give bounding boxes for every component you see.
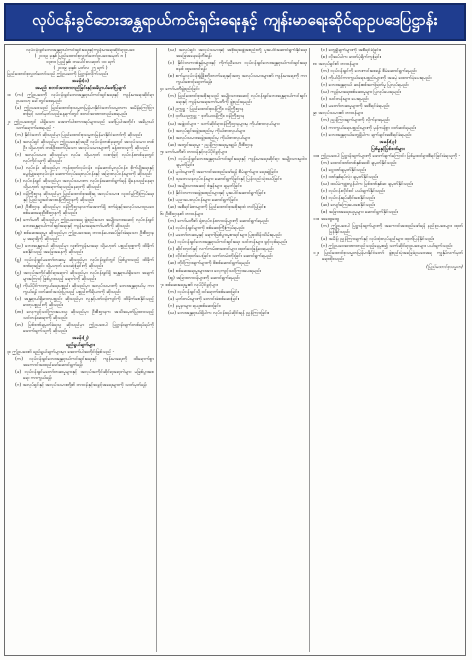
section-paragraph: (ဃ) လုပ်ငန်း ဆိုသည်မှာ ကုန်ထုတ်လုပ်ငန်း၊ ဝန်ဆောင်မှုလုပ်ငန်း၊ စိုက်ပျိုးရေးနှင့် မွေးမြူရေးလုပ်ငန်း၊ ဆောက်လုပ်ရေးလုပ်ငန်းနှင့် အခြားလုပ်ငန်းများကို ဆိုသည်။ [15, 165, 154, 177]
section-paragraph: (ဂ) ဘေးအန္တရာယ် ဆန်းစစ်အကဲဖြတ်မှု ပြုလုပ်ရမည်။ [321, 83, 409, 89]
chapter-heading: အခန်း(၃) [379, 139, 397, 145]
section-paragraph: ၃။ ဤဥပဒေ၏ ရည်ရွယ်ချက်များမှာ အောက်ပါအတိုင်းဖြစ်သည် - [7, 350, 115, 356]
section-paragraph: (က) ထောင်ဒဏ်တစ်နှစ်အထိ ချမှတ်နိုင်သည်။ [321, 160, 397, 166]
section-paragraph: (စ) လိုင်စင်ထုတ်ပေးခြင်း၊ သက်တမ်းတိုးခြင်း ဆောင်ရွက်ရမည်။ [168, 254, 273, 260]
section-paragraph: (တ) ပြစ်ဒဏ်ချမှတ်ခံရသူ ဆိုသည်မှာ ဤဥပဒေပါ ပြဋ္ဌာန်းချက်တစ်ရပ်ရပ်ကို ဖောက်ဖျက်သူကို ဆိုသည်။ [15, 322, 154, 335]
section-paragraph: (င) နိုင်ငံတကာစံနှုန်းများနှင့် ကိုက်ညီသော လုပ်ငန်းခွင်ဘေးအန္တရာယ်ကင်းရှင်းရေးစနစ် ထူထောင်ရန်၊ [168, 61, 307, 73]
section-paragraph: (င) တွေ့ရှိချက်များကို အစီရင်ခံခြင်း။ [321, 48, 382, 53]
section-paragraph: (ဌ) အလုပ်အကိုင်ဆိုင်ရာရောဂါ ဆိုသည်မှာ လုပ်ငန်းခွင်ရှိ အန္တရာယ်ရှိသော အချက်များကြောင့် ဖြစ်ပွားသည့် ရောဂါကို ဆိုသည်။ [15, 270, 154, 282]
section-paragraph: (ဃ) အမျိုးသားအဆင့် စံနှုန်းများ ချမှတ်ခြင်း၊ [168, 183, 242, 189]
section-paragraph: (ဂ) ဒဏ်နှစ်ရပ်လုံး ချမှတ်နိုင်သည်။ [321, 174, 379, 180]
section-paragraph: (စ) မတော်တဆမှုများကို အစီရင်ခံရမည်။ [321, 104, 390, 110]
section-paragraph: (က) လုပ်ငန်းခွင်ကို ဘေးကင်းစေရန် စီမံဆောင်ရွက်ရမည်။ [321, 69, 417, 75]
section-paragraph: (စ) လုပ်ငန်းရပ်ဆိုင်းစေနိုင်သည်။ [321, 195, 376, 201]
section-paragraph: ၇။ စစ်ဆေးရေးမှူး၏ လုပ်ပိုင်ခွင့်များ [160, 282, 218, 288]
section-paragraph: ၁၁။ အထွေထွေ [313, 217, 340, 223]
date-line-2: ( ၂၀၁၉ ခုနှစ်၊ မတ်လ ၂၅ ရက် ) [53, 66, 108, 72]
section-paragraph: (င) လုပ်ငန်းခွင် ဆိုသည်မှာ အလုပ်သမားက လုပ်ငန်းဆောင်ရွက်ရန် ရှိနေသည့်နေရာ သို့မဟုတ် သွားရောက်ရသည့်နေရာကို ဆိုသည်။ [15, 178, 154, 190]
section-paragraph: (ဋ) လုပ်ငန်းခွင်မတော်တဆမှု ဆိုသည်မှာ လုပ်ငန်းခွင်တွင် ဖြစ်ပွားသည့် ထိခိုက်ဒဏ်ရာရခြင်း သို့မဟုတ် သေဆုံးခြင်းကို ဆိုသည်။ [15, 257, 154, 269]
section-paragraph: ၈။ အလုပ်ရှင်၏ တာဝန်များ [313, 62, 359, 68]
section-paragraph: (င) နိုင်ငံတကာအဖွဲ့အစည်းများနှင့် ပူးပေါင်းဆောင်ရွက်ခြင်း၊ [168, 190, 266, 196]
section-paragraph: ၅။ ကော်မတီ၏ တာဝန်နှင့်လုပ်ပိုင်ခွင့်များ [160, 149, 227, 155]
section-paragraph: (စ) ပညာပေးလုပ်ငန်းများ ဆောင်ရွက်ခြင်း၊ [168, 198, 238, 204]
section-paragraph: (စ) လိုအပ်ပါက ဓာတ်ပုံရိုက်ကူးခြင်း၊ [321, 55, 382, 61]
section-paragraph: (ခ) လုပ်ငန်းခွင်မတော်တဆမှုများနှင့် အလုပ်အကိုင်ဆိုင်ရာရောဂါများ မဖြစ်ပွားစေရေး ကာကွယ်ရန်၊ [15, 370, 154, 382]
column-divider-1 [156, 48, 157, 652]
section-paragraph: (ဆ) ဦးစီးဌာန ဆိုသည်မှာ ဝန်ကြီးဌာနလက်အောက်ရှိ စက်ရုံနှင့်အလုပ်သမားဥပဒေစစ်ဆေးရေးဦးစီးဌာနကို ဆိုသည်။ [15, 205, 154, 217]
section-paragraph: ၄။ ကော်မတီဖွဲ့စည်းခြင်း [160, 87, 200, 93]
section-paragraph: (ဃ) အဖွဲ့ဝင်များ - သက်ဆိုင်ရာဝန်ကြီးဌာနများမှ ကိုယ်စားလှယ်များ [168, 121, 280, 127]
section-list [7, 350, 154, 389]
section-paragraph: (ခ) ကာကွယ်ရေးပစ္စည်းများကို မှန်ကန်စွာ ဝတ်ဆင်ရမည်။ [321, 125, 417, 131]
issuer-line: လုပ်ငန်းခွင်ဘေးအန္တရာယ်ကင်းရှင်းရေးနှင့်ကျန်းမာရေးဆိုင်ရာဥပဒေ [26, 48, 135, 53]
section-paragraph: (က) ကော်မတီ၏ ရုံးလုပ်ငန်းတာဝန်များကို ဆောင်ရွက်ရမည်။ [168, 219, 269, 225]
chapter-heading: အခန်း(၂) [72, 336, 89, 342]
section-paragraph: (ည) ဘေးအန္တရာယ် ဆိုသည်မှာ လူ၏ကျန်းမာရေး သို့မဟုတ် ပစ္စည်းဥစ္စာကို ထိခိုက်စေနိုင်သည့် အခြေအနေကို ဆိုသည်။ [15, 244, 154, 256]
section-paragraph: (ဃ) လုပ်ငန်းခွင်ဘေးအန္တရာယ်ကင်းရှင်းရေး သင်တန်းများ ဖွင့်လှစ်ရမည်။ [168, 240, 288, 246]
section-paragraph: (ဈ) အခြားတာဝန်များကို ဆောင်ရွက်ရမည်။ [168, 275, 241, 281]
section-list [7, 93, 154, 335]
section-paragraph: (ဇ) အခြားအရေးယူမှုများ ဆောင်ရွက်နိုင်သည်။ [321, 210, 399, 216]
section-paragraph: (ဃ) အလုပ်ရှင်၊ အလုပ်သမားနှင့် အစိုးရအဖွဲ့အစည်းတို့ ပူးပေါင်းဆောင်ရွက်နိုင်ရေး အခြေအနေဖန်တီးရန်၊ [168, 48, 307, 60]
section-paragraph: (ဇ) စစ်ဆေးရေးမှူးများအား လေ့ကျင့်သင်ကြားပေးရမည်။ [168, 268, 262, 274]
section-paragraph: (ဂ) ဤဥပဒေအာဏာတည်သည့်နေ့မှစ၍ သက်ဆိုင်ရာဥပဒေများ ပယ်ဖျက်သည်။ [321, 244, 453, 250]
title-banner [4, 3, 466, 41]
chapter-heading: ပြစ်မှုနှင့်ပြစ်ဒဏ်များ [371, 146, 405, 152]
section-paragraph: ၁၂။ ပြည်ထောင်စုသမ္မတမြန်မာနိုင်ငံတော် ဖွဲ့စည်းပုံအခြေခံဥပဒေအရ ကျွန်ုပ်လက်မှတ်ရေးထိုးသည်။ [313, 251, 463, 263]
section-paragraph: (က) လုပ်ငန်းခွင်သို့ ဝင်ရောက်စစ်ဆေးခြင်း၊ [168, 289, 240, 295]
section-paragraph: (စ) ဝန်ကြီးဌာန ဆိုသည်မှာ ပြည်ထောင်စုအစိုးရ အလုပ်သမား၊ လူဝင်မှုကြီးကြပ်ရေးနှင့် ပြည်သူ့အင်အားဝန်ကြီးဌာနကို ဆိုသည်။ [15, 192, 154, 204]
section-paragraph: (ဆ) လျော်ကြေးပေးစေနိုင်သည်။ [321, 203, 376, 209]
section-paragraph: (ခ) အမိန့်၊ ညွှန်ကြားချက်နှင့် လုပ်ထုံးလုပ်နည်းများ ထုတ်ပြန်နိုင်သည်။ [321, 237, 435, 243]
section-paragraph: (င) သင်တန်းများ ပေးရမည်။ [321, 97, 369, 103]
column-3 [313, 48, 463, 652]
section-paragraph: (ဂ) အလုပ်သမား ဆိုသည်မှာ လုပ်ခ သို့မဟုတ် လစာဖြင့် လုပ်ငန်းတစ်ခုခုတွင် လုပ်ကိုင်သူကို ဆိုသည်။ [15, 152, 154, 164]
section-paragraph: (ခ) မှတ်တမ်းများကို တောင်းခံစစ်ဆေးခြင်း၊ [168, 296, 240, 302]
section-paragraph: (ခ) ကိုယ်ပိုင်ကာကွယ်ရေးပစ္စည်းများကို အခမဲ့ ထောက်ပံ့ပေးရမည်။ [321, 76, 432, 82]
section-paragraph: (ခ) လုပ်ငန်းခွင်များကို စစ်ဆေးကြီးကြပ်ရမည်။ [168, 226, 245, 232]
section-paragraph: (ဂ) မတော်တဆမှုနှင့် ရောဂါဖြစ်ပွားမှုစာရင်းများ ပြုစုထိန်းသိမ်းရမည်။ [168, 233, 282, 239]
section-paragraph: (ဏ) လေ့ကျင့်သင်ကြားပေးသူ ဆိုသည်မှာ ဦးစီးဌာနက အသိအမှတ်ပြုထားသည့် သင်တန်းဆရာကို ဆိုသည်။ [15, 309, 154, 321]
section-paragraph: (င) ဆိုင်းဘုတ်နှင့် လက်ကမ်းစာစောင်များ ထုတ်ဝေဖြန့်ဝေရမည်။ [168, 247, 274, 253]
section-paragraph: (ဂ) ဒုတိယဥက္ကဋ္ဌ - ဒုတိယဝန်ကြီး၊ ဝန်ကြီးဌာန [168, 114, 245, 120]
section-paragraph: (ခ) ငွေဒဏ်ချမှတ်နိုင်သည်။ [321, 167, 367, 173]
section-paragraph: (ဎ) အန္တရာယ်ရှိဓာတုပစ္စည်း ဆိုသည်မှာ လူနှင့်ပတ်ဝန်းကျင်ကို ထိခိုက်စေနိုင်သည့် ဓာတုပစ္စည်းကို ဆိုသည်။ [15, 296, 154, 308]
column-1 [7, 48, 154, 652]
section-paragraph: (က) ပြည်ထောင်စုအစိုးရသည် အမျိုးသားအဆင့် လုပ်ငန်းခွင်ဘေးအန္တရာယ်ကင်းရှင်းရေးနှင့် ကျန်းမာရေးကော်မတီကို ဖွဲ့စည်းရမည်။ [168, 94, 307, 106]
section-paragraph: (ဇ) ကော်မတီ ဆိုသည်မှာ ဤဥပဒေအရ ဖွဲ့စည်းသော အမျိုးသားအဆင့် လုပ်ငန်းခွင်ဘေးအန္တရာယ်ကင်းရှင်းရေးနှင့် ကျန်းမာရေးကော်မတီကို ဆိုသည်။ [15, 218, 154, 230]
preamble: ပြည်ထောင်စုလွှတ်တော်သည် ဤဥပဒေကို ပြဋ္ဌာန်းလိုက်သည်။ [7, 72, 109, 78]
section-paragraph: (ဆ) အစီရင်ခံစာများကို ပြည်ထောင်စုအစိုးရထံ တင်ပြခြင်း။ [168, 205, 267, 211]
section-paragraph: (ဃ) ထပ်မံကျူးလွန်ပါက ပြစ်ဒဏ်နှစ်ဆ ချမှတ်နိုင်သည်။ [321, 181, 414, 187]
section-paragraph: (င) လုပ်ငန်းလိုင်စင် ပယ်ဖျက်နိုင်သည်။ [321, 188, 386, 194]
chapter-heading: အခန်း(၁) [71, 79, 90, 85]
section-paragraph: (ဂ) ဘေးအန္တရာယ်တွေ့ရှိပါက ချက်ချင်းအစီရင်ခံရမည်။ [321, 132, 412, 138]
section-paragraph: (ဂ) အလုပ်ရှင်နှင့် အလုပ်သမားတို့၏ တာဝန်နှင့်အခွင့်အရေးများကို သတ်မှတ်ရန်၊ [15, 383, 147, 389]
section-paragraph: (ဆ) တိုင်ကြားချက်များကို စိစစ်ဆောင်ရွက်ရမည်။ [168, 261, 251, 267]
section-paragraph: (က) လုပ်ငန်းခွင်ဘေးအန္တရာယ်ကင်းရှင်းရေးနှင့် ကျန်းမာရေးဆိုင်ရာ အမျိုးသားမူဝါဒ ချမှတ်ခြင်း၊ [168, 156, 307, 168]
section-paragraph: (က) လုပ်ငန်းခွင်ဘေးအန္တရာယ်ကင်းရှင်းရေးနှင့် ကျန်းမာရေးကို ထိရောက်စွာ အကောင်အထည်ဖော်ဆောင်ရွက်ရန်၊ [15, 357, 154, 369]
section-paragraph: ၉။ အလုပ်သမား၏ တာဝန်များ [313, 111, 363, 117]
section-paragraph: (က) ညွှန်ကြားချက်များကို လိုက်နာရမည်။ [321, 118, 391, 124]
law-number: ( ၂၀၁၉ ခုနှစ် ပြည်ထောင်စုလွှတ်တော်ဥပဒေအမှတ် ၈ ) [34, 54, 127, 60]
section-paragraph: ၁။ (က) ဤဥပဒေကို လုပ်ငန်းခွင်ဘေးအန္တရာယ်ကင်းရှင်းရေးနှင့် ကျန်းမာရေးဆိုင်ရာ ဥပဒေဟု ခေါ်တွင်စေရမည်။ [7, 93, 154, 105]
section-paragraph: (ဃ) ဘေးအန္တရာယ်ရှိပါက လုပ်ငန်းရပ်ဆိုင်းရန် ညွှန်ကြားခြင်း။ [168, 310, 270, 316]
section-paragraph: (ဆ) အတွင်းရေးမှူး - ညွှန်ကြားရေးမှူးချုပ်၊ ဦးစီးဌာန [168, 142, 253, 148]
section-paragraph: (ခ) ဥက္ကဋ္ဌ - ပြည်ထောင်စုဝန်ကြီး၊ ဝန်ကြီးဌာန [168, 107, 244, 113]
column-divider-2 [309, 48, 310, 652]
section-paragraph: (င) အလုပ်ရှင်အဖွဲ့အစည်းမှ ကိုယ်စားလှယ်များ [168, 128, 246, 134]
section-paragraph: (စ) စက်မှုလုပ်ငန်းဖွံ့ဖြိုးတိုးတက်ရေးနှင့်အတူ အလုပ်သမားများ၏ ကျန်းမာရေးကို ကာကွယ်စောင့်ရှောက်ရန်။ [168, 74, 307, 86]
date-line-1: ၁၃၈၀ ပြည့်နှစ်၊ တပေါင်းလဆုတ် ၁၀ ရက် [45, 60, 116, 66]
chapter-title: အမည်၊ စတင်အာဏာတည်ခြင်းနှင့်အဓိပ္ပာယ်ဖော်ပြချက် [35, 86, 126, 92]
section-paragraph: (ဂ) နမူနာများ ရယူစစ်ဆေးခြင်း၊ [168, 303, 221, 309]
section-paragraph: (ခ) မူဝါဒများကို အကောင်အထည်ဖော်ရန် စီမံချက်များ ရေးဆွဲခြင်း၊ [168, 169, 279, 175]
signature: (ပြည်ထောင်စုသမ္မတ) [426, 265, 463, 271]
section-paragraph: (ခ) ဤဥပဒေသည် ပြည်ထောင်စုသမ္မတမြန်မာနိုင်ငံတော်သမ္မတက အမိန့်ကြော်ငြာစာဖြင့် သတ်မှတ်သည့်နေ့ရက်တွင် စတင်အာဏာတည်စေရမည်။ [15, 106, 154, 118]
section-paragraph: (ခ) အလုပ်ရှင် ဆိုသည်မှာ ဤဥပဒေနှင့်အညီ လုပ်ငန်းတစ်ခုခုတွင် အလုပ်သမား တစ်ဦး သို့မဟုတ် တစ်ဦးထက်ပိုသော အလုပ်သမားများကို ခန့်ထားသူကို ဆိုသည်။ [15, 139, 154, 151]
section-paragraph: (ဈ) စစ်ဆေးရေးမှူး ဆိုသည်မှာ ဤဥပဒေအရ တာဝန်ပေးအပ်ခြင်းခံရသော ဦးစီးဌာနမှ အရာရှိကို ဆိုသည်။ [15, 231, 154, 243]
chapter-title: ရည်ရွယ်ချက်များ [66, 343, 95, 349]
column-2 [160, 48, 307, 652]
section-paragraph: ၂။ ဤဥပဒေတွင် ပါရှိသော အောက်ပါစကားရပ်များသည် ဖော်ပြပါအတိုင်း အဓိပ္ပာယ်သက်ရောက်စေရမည် - [7, 119, 154, 131]
section-paragraph: (ဍ) ကိုယ်ပိုင်ကာကွယ်ရေးပစ္စည်း ဆိုသည်မှာ အလုပ်သမားကို ဘေးအန္တရာယ်မှ ကာကွယ်ရန် ဝတ်ဆင်အသုံးပြုသည့် ပစ္စည်းကိရိယာကို ဆိုသည်။ [15, 283, 154, 295]
section-paragraph: ၆။ ဦးစီးဌာန၏ တာဝန်များ [160, 212, 203, 218]
section-paragraph: (ဂ) သုတေသနလုပ်ငန်းများ ဆောင်ရွက်ခြင်းနှင့် ပြန်လည်သုံးသပ်ခြင်း၊ [168, 176, 282, 182]
section-list [313, 48, 463, 263]
section-paragraph: (ဃ) ကျန်းမာရေးစစ်ဆေးမှုများ ပြုလုပ်ပေးရမည်။ [321, 90, 402, 96]
document-title: လုပ်ငန်းခွင်ဘေးအန္တရာယ်ကင်းရှင်းရေးနှင့် ကျန်းမာရေးဆိုင်ရာဥပဒေပြဋ္ဌာန်း [32, 11, 438, 29]
section-paragraph: (စ) အလုပ်သမားအဖွဲ့အစည်းမှ ကိုယ်စားလှယ်များ [168, 135, 250, 141]
section-paragraph: (က) နိုင်ငံတော် ဆိုသည်မှာ ပြည်ထောင်စုသမ္မတမြန်မာနိုင်ငံတော်ကို ဆိုသည်။ [15, 132, 143, 138]
section-paragraph: (က) ဤဥပဒေပါ ပြဋ္ဌာန်းချက်များကို အကောင်အထည်ဖော်ရန် နည်းဥပဒေများ ထုတ်ပြန်နိုင်သည်။ [321, 224, 463, 236]
section-paragraph: ၁၀။ ဤဥပဒေပါ ပြဋ္ဌာန်းချက်များကို ဖောက်ဖျက်ကြောင်း ပြစ်မှုထင်ရှားစီရင်ခြင်းခံရသူကို - [313, 153, 461, 159]
section-list [160, 48, 307, 317]
